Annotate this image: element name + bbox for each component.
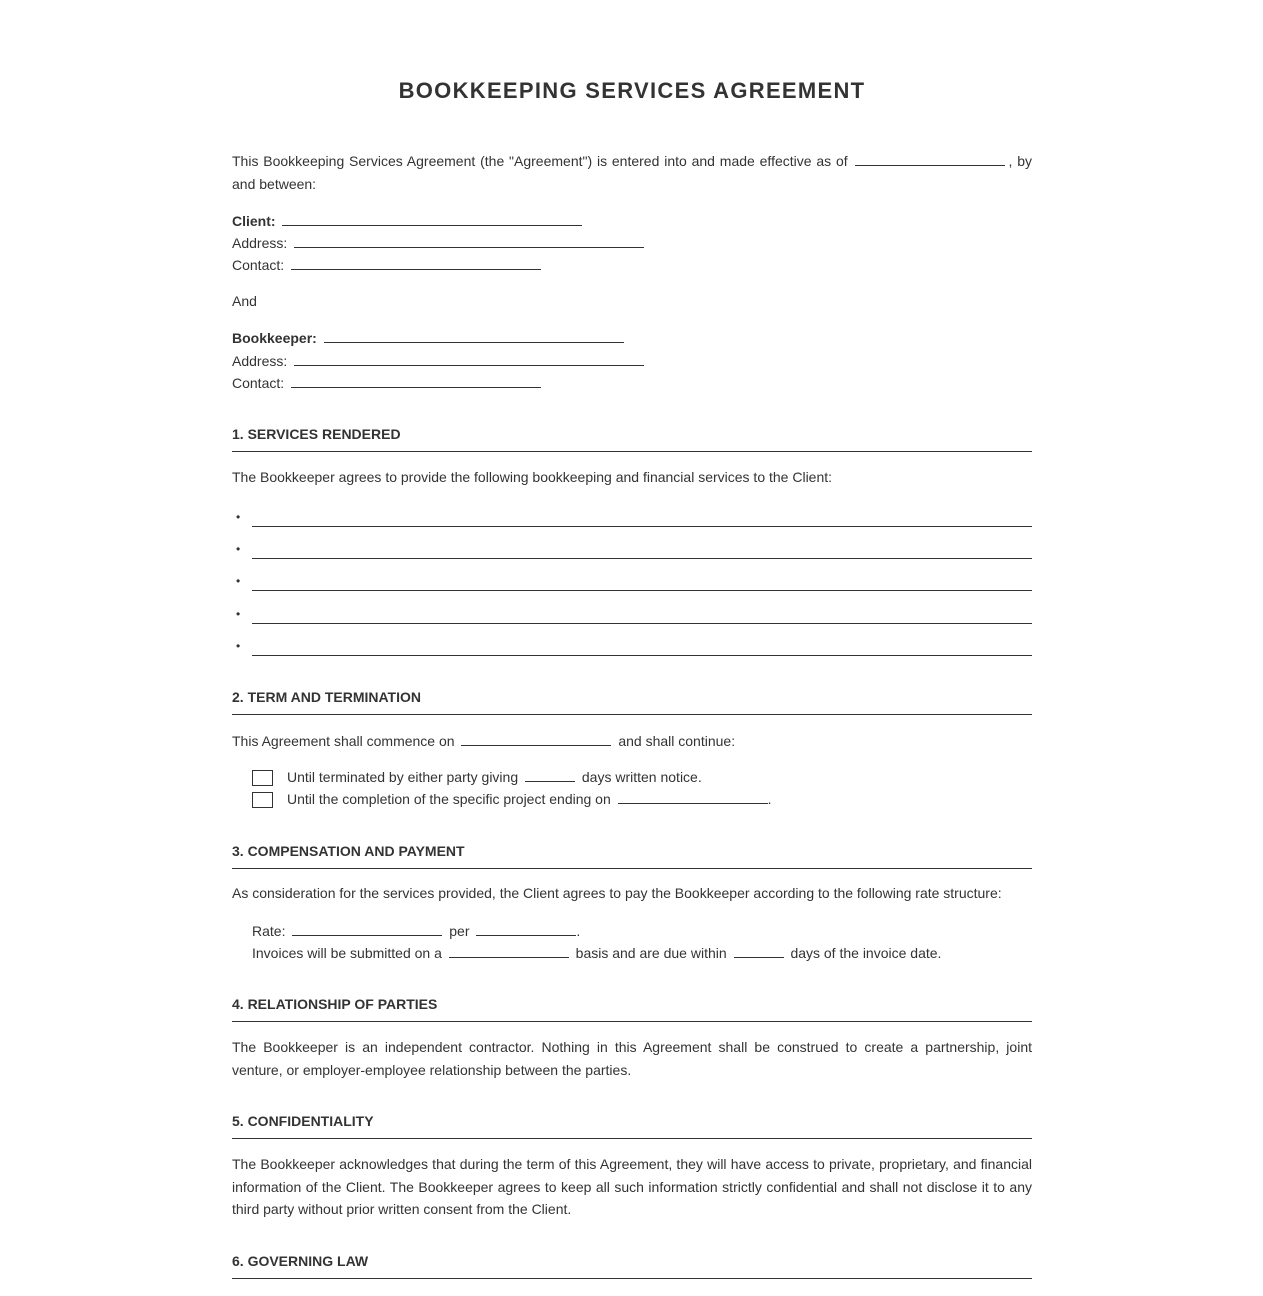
section-5-heading: 5. CONFIDENTIALITY <box>232 1112 1032 1139</box>
rate-unit-field[interactable] <box>476 920 576 936</box>
bullet-marker: • <box>236 542 241 556</box>
intro-paragraph <box>232 150 1032 195</box>
continue-text: and shall continue: <box>618 733 736 749</box>
invoice-middle-text: basis and are due within <box>575 945 727 961</box>
term-option-1 <box>252 766 702 786</box>
term-option-2-checkbox[interactable] <box>252 792 273 808</box>
bullet-marker: • <box>236 510 241 524</box>
service-bullet-2 <box>232 539 1032 559</box>
client-contact-field[interactable] <box>291 254 541 270</box>
service-field-1[interactable] <box>252 526 1032 527</box>
service-bullet-3 <box>232 571 1032 591</box>
bookkeeper-label: Bookkeeper: <box>232 330 317 346</box>
section-1-heading: 1. SERVICES RENDERED <box>232 425 1032 452</box>
effective-date-field[interactable] <box>855 150 1005 166</box>
bookkeeper-address-field[interactable] <box>294 350 644 366</box>
rate-row <box>252 920 580 940</box>
term-option-2 <box>252 788 772 808</box>
bookkeeper-address-label: Address: <box>232 353 288 369</box>
client-address-row <box>232 232 647 252</box>
invoice-row <box>252 942 941 962</box>
term-option-2-text: Until the completion of the specific project ending on <box>287 791 611 807</box>
service-field-4[interactable] <box>252 623 1032 624</box>
section-2-heading: 2. TERM AND TERMINATION <box>232 688 1032 715</box>
invoice-end-text: days of the invoice date. <box>790 945 942 961</box>
client-address-field[interactable] <box>294 232 644 248</box>
term-option-2-period: . <box>767 791 772 807</box>
section-3-text: As consideration for the services provided, the Client agrees to pay the Bookkeeper according to the following rate structure: <box>232 885 1002 901</box>
section-4-heading: 4. RELATIONSHIP OF PARTIES <box>232 995 1032 1022</box>
term-option-1-text: Until terminated by either party giving <box>287 769 519 785</box>
service-field-5[interactable] <box>252 655 1032 656</box>
term-option-1-text-end: days written notice. <box>581 769 702 785</box>
invoice-basis-field[interactable] <box>449 942 569 958</box>
service-bullet-1 <box>232 507 1032 527</box>
service-bullet-4 <box>232 604 1032 624</box>
section-3-heading: 3. COMPENSATION AND PAYMENT <box>232 842 1032 869</box>
bookkeeper-name-row <box>232 327 627 347</box>
project-end-date-field[interactable] <box>618 788 768 804</box>
bookkeeper-address-row <box>232 350 647 370</box>
commence-text: This Agreement shall commence on <box>232 733 455 749</box>
bookkeeper-contact-field[interactable] <box>291 372 541 388</box>
bookkeeper-name-field[interactable] <box>324 327 624 343</box>
section-6-heading: 6. GOVERNING LAW <box>232 1252 1032 1279</box>
invoice-text: Invoices will be submitted on a <box>252 945 442 961</box>
client-name-row <box>232 210 585 230</box>
rate-period: . <box>576 923 581 939</box>
client-contact-row <box>232 254 544 274</box>
section-4-text: The Bookkeeper is an independent contractor. Nothing in this Agreement shall be construed to create a partnership, joint venture, or employer-employee relationship between the parties. <box>232 1039 1032 1078</box>
bookkeeper-contact-row <box>232 372 544 392</box>
notice-days-field[interactable] <box>525 766 575 782</box>
service-bullet-5 <box>232 636 1032 656</box>
service-field-2[interactable] <box>252 558 1032 559</box>
invoice-due-days-field[interactable] <box>734 942 784 958</box>
term-option-1-checkbox[interactable] <box>252 770 273 786</box>
client-contact-label: Contact: <box>232 257 285 273</box>
bookkeeper-contact-label: Contact: <box>232 375 285 391</box>
commence-row <box>232 730 735 750</box>
commence-date-field[interactable] <box>461 730 611 746</box>
service-field-3[interactable] <box>252 590 1032 591</box>
client-label: Client: <box>232 213 276 229</box>
rate-amount-field[interactable] <box>292 920 442 936</box>
client-address-label: Address: <box>232 235 288 251</box>
and-text: And <box>232 293 257 309</box>
client-name-field[interactable] <box>282 210 582 226</box>
rate-label: Rate: <box>252 923 286 939</box>
bullet-marker: • <box>236 607 241 621</box>
per-label: per <box>449 923 470 939</box>
section-1-text: The Bookkeeper agrees to provide the following bookkeeping and financial services to the Client: <box>232 469 833 485</box>
section-5-text: The Bookkeeper acknowledges that during the term of this Agreement, they will have access to private, proprietary, and financial information of the Client. The Bookkeeper agrees to keep all such information strictly confidential and shall not disclose it to any third party without prior written consent from the Client. <box>232 1156 1032 1217</box>
intro-text: This Bookkeeping Services Agreement (the "Agreement") is entered into and made effective as of <box>232 153 848 169</box>
bullet-marker: • <box>236 639 241 653</box>
bullet-marker: • <box>236 574 241 588</box>
document-title: BOOKKEEPING SERVICES AGREEMENT <box>398 78 866 103</box>
intro-text-end: , by and between: <box>232 153 1032 192</box>
